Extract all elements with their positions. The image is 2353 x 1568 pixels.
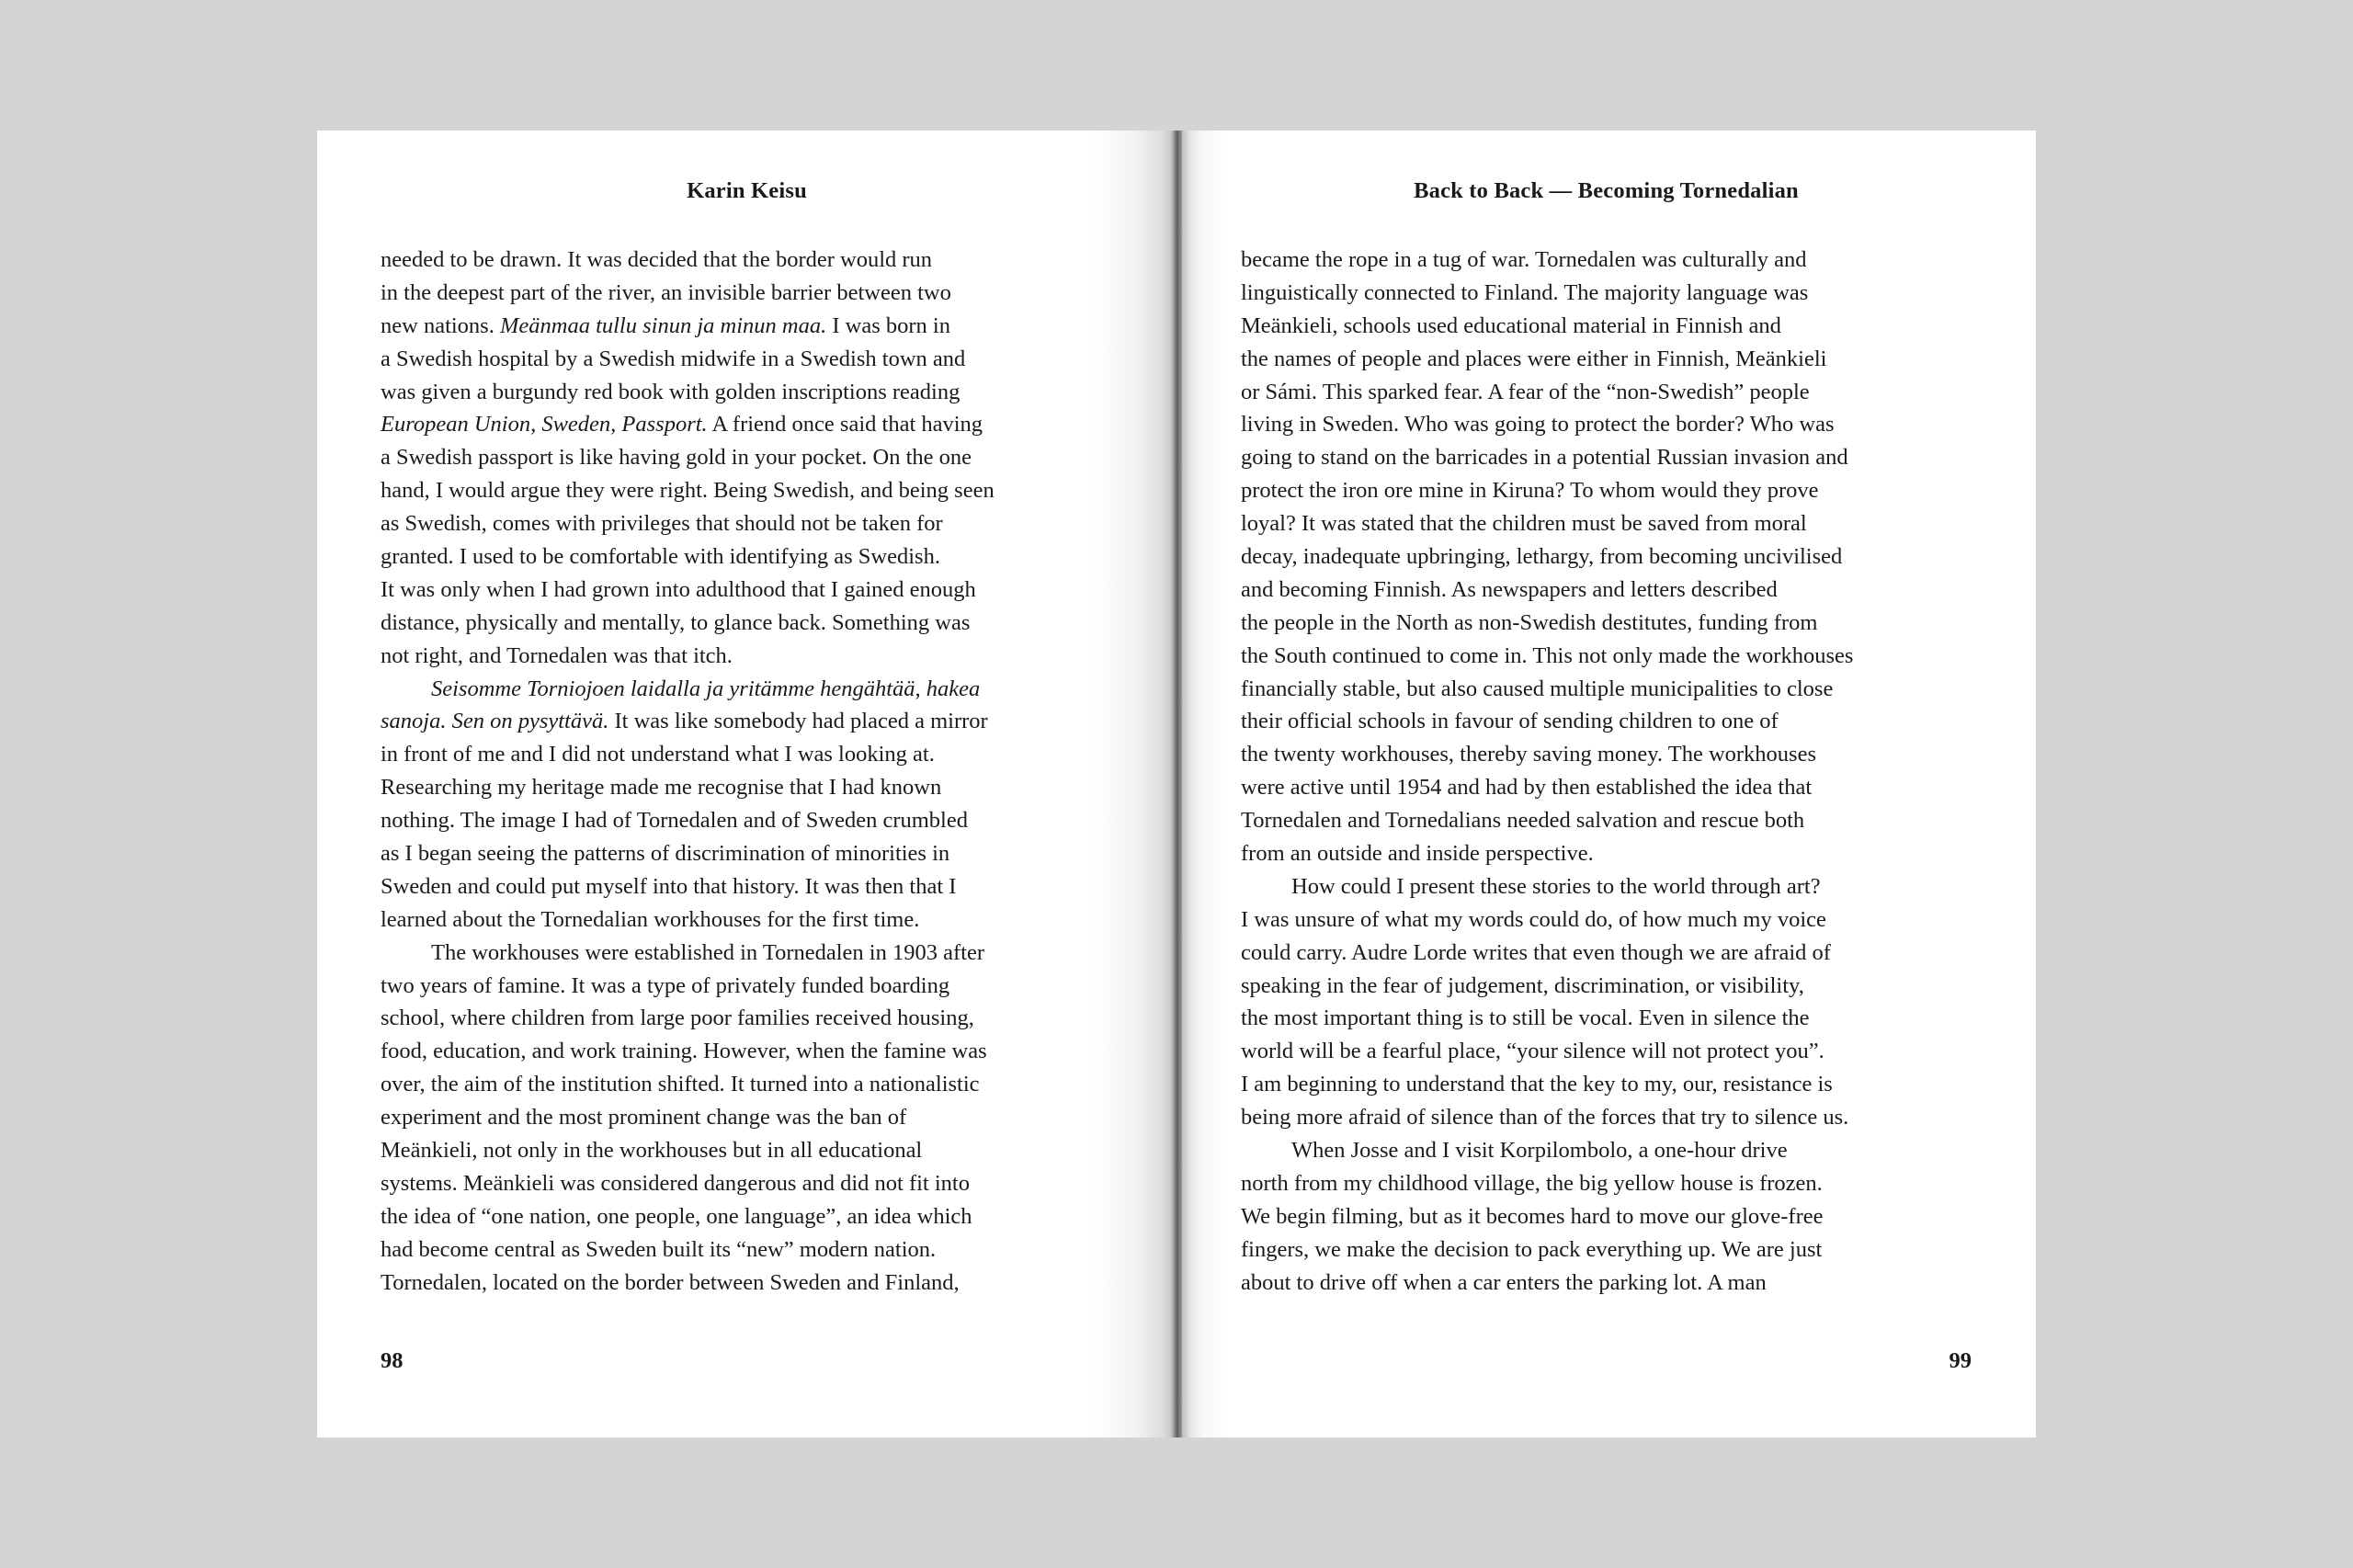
text-line [1241,1068,1853,1101]
text-segment: Researching my heritage made me recognise that I had known [381,775,942,801]
text-segment: north from my childhood village, the big yellow house is frozen. [1241,1170,1823,1196]
text-line [381,474,995,507]
text-segment: were active until 1954 and had by then established the idea that [1241,775,1813,801]
left-page [317,131,1176,1437]
text-line [381,1101,995,1134]
text-line [1241,937,1853,970]
book-spread [317,131,2036,1437]
text-segment: had become central as Sweden built its “new” modern nation. [381,1236,937,1262]
text-line [1241,408,1853,441]
text-segment: a Swedish passport is like having gold in your pocket. On the one [381,445,972,471]
text-segment: the South continued to come in. This not only made the workhouses [1241,642,1854,668]
text-line [381,673,995,706]
text-line [381,376,995,409]
text-segment: as I began seeing the patterns of discrimination of minorities in [381,841,950,867]
text-segment: needed to be drawn. It was decided that the border would run [381,247,933,272]
text-line [381,738,995,771]
text-segment: and becoming Finnish. As newspapers and letters described [1241,576,1778,602]
text-line [381,937,995,970]
text-segment: over, the aim of the institution shifted. It turned into a nationalistic [381,1072,980,1097]
text-segment: new nations. [381,312,500,338]
text-line [1241,1002,1853,1035]
text-segment: from an outside and inside perspective. [1241,841,1594,867]
text-segment: going to stand on the barricades in a potential Russian invasion and [1241,445,1848,471]
text-segment: two years of famine. It was a type of privately funded boarding [381,972,950,998]
text-segment: the twenty workhouses, thereby saving money. The workhouses [1241,742,1816,767]
text-segment: experiment and the most prominent change was the ban of [381,1105,907,1131]
text-line [1241,507,1853,540]
text-line [1241,738,1853,771]
text-segment: about to drive off when a car enters the parking lot. A man [1241,1269,1767,1295]
text-segment: as Swedish, comes with privileges that should not be taken for [381,511,943,537]
text-segment: hand, I would argue they were right. Being Swedish, and being seen [381,478,995,504]
text-segment: being more afraid of silence than of the forces that try to silence us. [1241,1105,1849,1131]
text-segment: speaking in the fear of judgement, discrimination, or visibility, [1241,972,1804,998]
text-segment: their official schools in favour of sending children to one of [1241,709,1779,734]
running-head-author: Karin Keisu [687,178,807,203]
text-line [1241,1167,1853,1200]
page-number: 99 [1949,1348,1972,1373]
text-line [1241,804,1853,837]
text-line [381,970,995,1003]
text-line [1241,540,1853,574]
text-segment: systems. Meänkieli was considered dangerous and did not fit into [381,1170,970,1196]
text-segment: distance, physically and mentally, to glance back. Something was [381,609,971,635]
text-line [1241,343,1853,376]
text-segment: Tornedalen and Tornedalians needed salvation and rescue both [1241,808,1805,834]
text-line [381,837,995,870]
text-line [381,903,995,937]
text-line [381,640,995,673]
text-line [1241,244,1853,277]
text-line [381,507,995,540]
text-line [1241,1101,1853,1134]
text-line [1241,376,1853,409]
running-head-title: Back to Back — Becoming Tornedalian [1414,178,1799,203]
text-segment: I was born in [826,312,950,338]
text-line [1241,441,1853,474]
text-segment: fingers, we make the decision to pack everything up. We are just [1241,1236,1823,1262]
right-page [1176,131,2036,1437]
text-segment: the idea of “one nation, one people, one language”, an idea which [381,1203,972,1229]
text-segment: was given a burgundy red book with golden inscriptions reading [381,379,961,404]
text-line [381,540,995,574]
text-line [1241,640,1853,673]
text-line [381,244,995,277]
text-line [1241,1233,1853,1267]
text-segment: became the rope in a tug of war. Tornedalen was culturally and [1241,247,1807,272]
text-segment: linguistically connected to Finland. The majority language was [1241,279,1809,305]
body-text [381,244,995,1300]
text-line [381,607,995,640]
text-line [381,574,995,607]
book-spine-gutter [1171,131,1182,1437]
text-line [1241,1035,1853,1068]
text-line [1241,574,1853,607]
text-line [381,277,995,310]
text-line [1241,837,1853,870]
text-segment: decay, inadequate upbringing, lethargy, from becoming uncivilised [1241,544,1843,570]
text-segment: the most important thing is to still be vocal. Even in silence the [1241,1006,1810,1031]
text-line [381,1167,995,1200]
text-segment: world will be a fearful place, “your silence will not protect you”. [1241,1039,1824,1064]
text-line [1241,903,1853,937]
text-segment: loyal? It was stated that the children must be saved from moral [1241,511,1807,537]
text-line [381,1002,995,1035]
text-segment: When Josse and I visit Korpilombolo, a one-hour drive [1291,1138,1788,1164]
text-line [1241,474,1853,507]
text-segment: school, where children from large poor families received housing, [381,1006,974,1031]
text-segment: nothing. The image I had of Tornedalen and of Sweden crumbled [381,808,968,834]
text-line [381,408,995,441]
text-segment: A friend once said that having [707,412,983,437]
text-segment: living in Sweden. Who was going to protect the border? Who was [1241,412,1835,437]
text-line [1241,673,1853,706]
text-line [1241,705,1853,738]
text-segment: I was unsure of what my words could do, of how much my voice [1241,906,1826,932]
text-segment: The workhouses were established in Tornedalen in 1903 after [431,939,984,965]
italic-text: European Union, Sweden, Passport. [381,412,708,437]
text-segment: not right, and Tornedalen was that itch. [381,642,733,668]
text-segment: protect the iron ore mine in Kiruna? To whom would they prove [1241,478,1819,504]
page-number: 98 [381,1348,404,1373]
text-segment: learned about the Tornedalian workhouses for the first time. [381,906,920,932]
text-segment: the people in the North as non-Swedish destitutes, funding from [1241,609,1818,635]
text-segment: Meänkieli, schools used educational material in Finnish and [1241,312,1781,338]
text-line [1241,1200,1853,1233]
text-line [381,1267,995,1300]
text-line [1241,771,1853,804]
text-line [1241,970,1853,1003]
text-line [381,771,995,804]
text-line [381,343,995,376]
text-line [381,1035,995,1068]
text-segment: food, education, and work training. However, when the famine was [381,1039,987,1064]
text-segment: We begin filming, but as it becomes hard to move our glove-free [1241,1203,1824,1229]
text-line [381,705,995,738]
text-segment: Meänkieli, not only in the workhouses but in all educational [381,1138,923,1164]
text-segment: It was like somebody had placed a mirror [608,709,988,734]
body-text [1241,244,1853,1300]
text-line [381,310,995,343]
text-line [381,1068,995,1101]
text-line [1241,607,1853,640]
text-line [381,1233,995,1267]
text-segment: or Sámi. This sparked fear. A fear of the “non-Swedish” people [1241,379,1810,404]
text-segment: How could I present these stories to the world through art? [1291,873,1821,899]
text-segment: Tornedalen, located on the border between Sweden and Finland, [381,1269,960,1295]
text-line [1241,277,1853,310]
text-segment: Sweden and could put myself into that history. It was then that I [381,873,957,899]
text-line [381,804,995,837]
text-line [1241,310,1853,343]
text-line [1241,1267,1853,1300]
text-segment: in the deepest part of the river, an invisible barrier between two [381,279,951,305]
text-segment: in front of me and I did not understand what I was looking at. [381,742,935,767]
italic-text: Seisomme Torniojoen laidalla ja yritämme hengähtää, hakea [431,676,981,701]
text-line [1241,1134,1853,1167]
text-line [381,441,995,474]
text-segment: the names of people and places were either in Finnish, Meänkieli [1241,346,1827,371]
text-segment: It was only when I had grown into adulthood that I gained enough [381,576,976,602]
italic-text: sanoja. Sen on pysyttävä. [381,709,609,734]
text-segment: could carry. Audre Lorde writes that even though we are afraid of [1241,939,1831,965]
text-line [381,870,995,903]
italic-text: Meänmaa tullu sinun ja minun maa. [499,312,827,338]
text-segment: financially stable, but also caused multiple municipalities to close [1241,676,1834,701]
text-segment: a Swedish hospital by a Swedish midwife in a Swedish town and [381,346,966,371]
text-line [381,1134,995,1167]
text-segment: I am beginning to understand that the key to my, our, resistance is [1241,1072,1833,1097]
text-line [381,1200,995,1233]
text-line [1241,870,1853,903]
text-segment: granted. I used to be comfortable with identifying as Swedish. [381,544,940,570]
